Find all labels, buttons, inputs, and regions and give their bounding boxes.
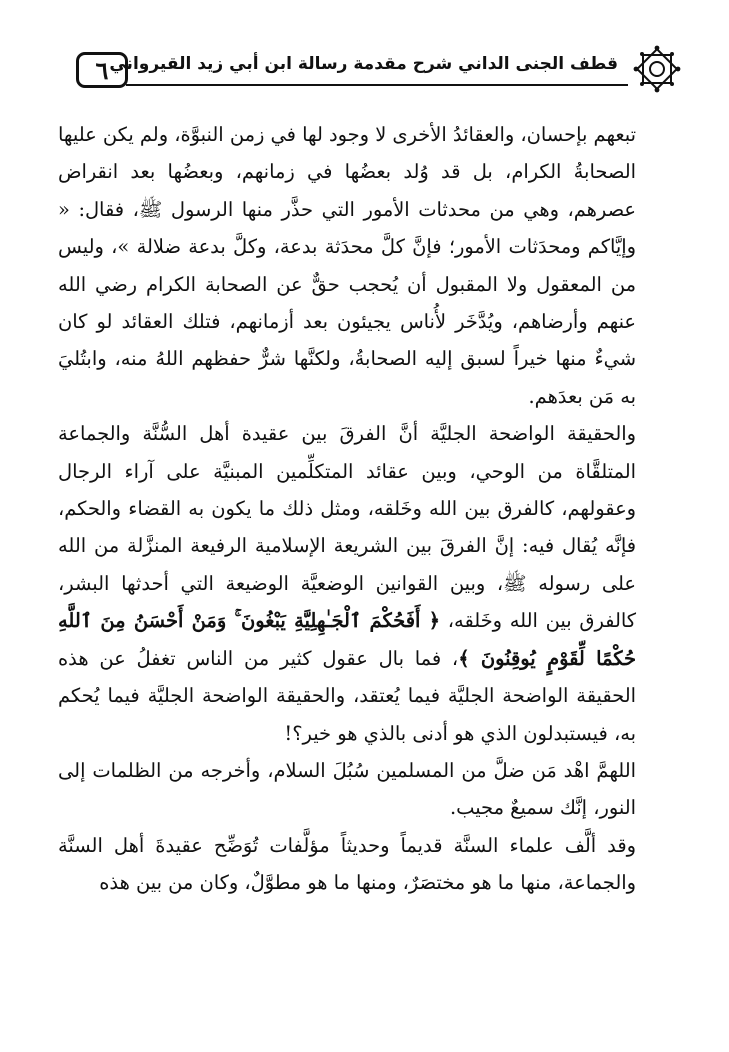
paragraph-4: وقد ألَّف علماء السنَّة قديماً وحديثاً مؤلَّفات تُوَضِّح عقيدةَ أهل السنَّة والجماعة، منها ما هو مختصَرٌ، ومنها ما هو مطوَّلٌ، وكان من بين هذه (58, 833, 636, 895)
header-rule (126, 84, 628, 86)
paragraph-1: تبعهم بإحسان، والعقائدُ الأخرى لا وجود لها في زمن النبوَّة، ولم يكن عليها الصحابةُ الكرام، بل قد وُلد بعضُها في زمانهم، وبعضُها بعد انقراض عصرهم، وهي من محدثات الأمور التي حذَّر منها الرسول ﷺ، فقال: « وإيَّاكم ومحدَثات الأمور؛ فإنَّ كلَّ محدَثة بدعة، وكلَّ بدعة ضلالة »، وليس من المعقول ولا المقبول أن يُحجب حقٌّ عن الصحابة الكرام رضي الله عنهم وأرضاهم، ويُدَّخَر لأُناس يجيئون بعد أزمانهم، فتلك العقائد لو كان شيءٌ منها خيراً لسبق إليه الصحابةُ، ولكنَّها شرٌّ حفظهم اللهُ منه، وابتُليَ به مَن بعدَهم. (58, 123, 636, 408)
quran-verse: ﴿ أَفَحُكْمَ ٱلْجَـٰهِلِيَّةِ يَبْغُونَ ۚ وَمَنْ أَحْسَنُ مِنَ ٱللَّهِ حُكْمًا لِّقَوْمٍ يُوقِنُونَ ﴾ (58, 609, 636, 670)
book-title: قطف الجنى الداني شرح مقدمة رسالة ابن أبي زيد القيرواني (109, 54, 618, 74)
paragraph-2-text-after: ، فما بال عقول كثير من الناس تغفلُ عن هذه الحقيقة الواضحة الجليَّة فيما يُعتقد، والحقيقة الواضحة الجليَّة فيما يُحكم به، فيستبدلون الذي هو أدنى بالذي هو خير؟! (58, 646, 636, 745)
paragraph-2-text-before: والحقيقة الواضحة الجليَّة أنَّ الفرقَ بين عقيدة أهل السُّنَّة والجماعة المتلقَّاة من الوحي، وبين عقائد المتكلِّمين المبنيَّة على آراء الرجال وعقولهم، كالفرق بين الله وخَلقه، ومثل ذلك ما يكون به القضاء والحكم، فإنَّه يُقال فيه: إنَّ الفرقَ بين الشريعة الإسلامية الرفيعة المنزَّلة من الله على رسوله ﷺ، وبين القوانين الوضعيَّة الوضيعة التي أحدثها البشر، كالفرق بين الله وخَلقه، (58, 422, 636, 633)
page-number: ٦ (76, 52, 128, 88)
paragraph-3: اللهمَّ اهْد مَن ضلَّ من المسلمين سُبُلَ السلام، وأخرجه من الظلمات إلى النور، إنَّك سميعٌ مجيب. (58, 758, 636, 820)
page-body (58, 116, 636, 902)
ornament-star-icon (632, 44, 682, 94)
page-header (62, 52, 682, 90)
paragraph-2 (58, 415, 636, 752)
